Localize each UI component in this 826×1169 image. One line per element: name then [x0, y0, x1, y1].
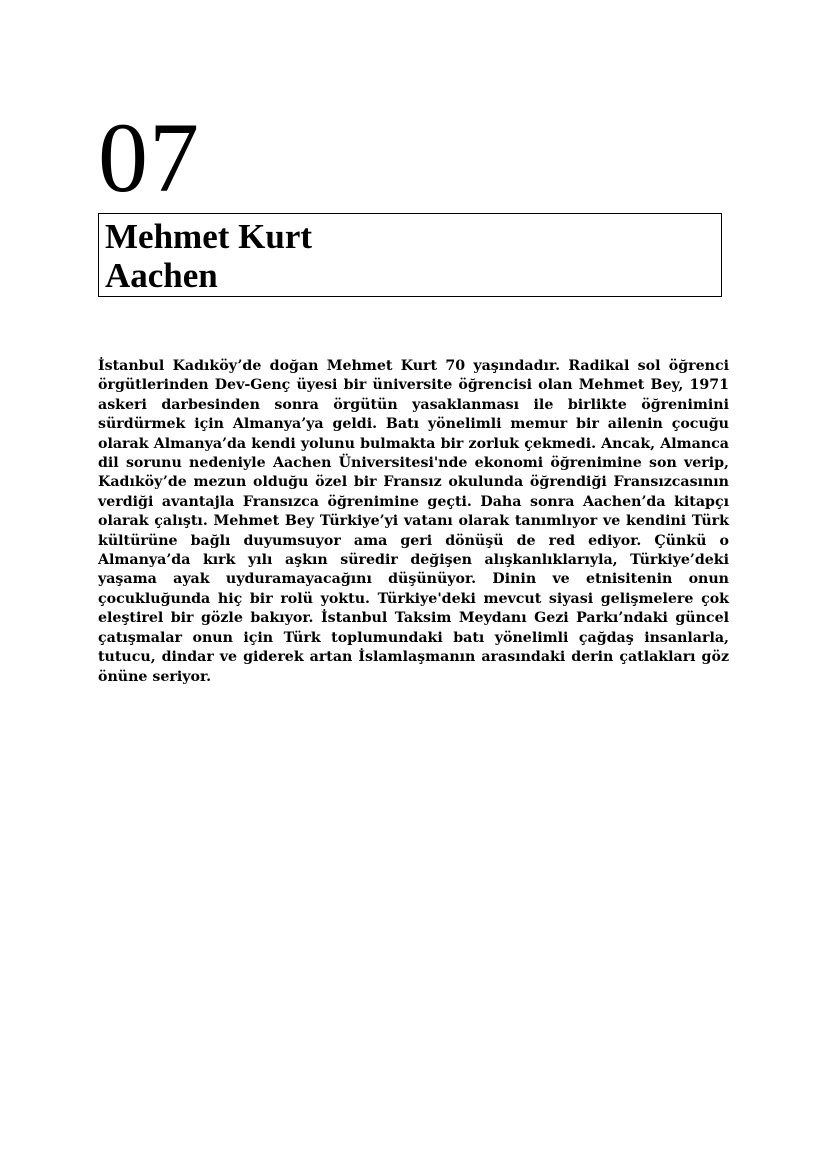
person-name: Mehmet Kurt — [105, 217, 313, 256]
biography-paragraph: İstanbul Kadıköy’de doğan Mehmet Kurt 70 yaşındadır. Radikal sol öğrenci örgütlerinden Dev-Genç üyesi bir üniversite öğrencisi olan Mehmet Bey, 1971 askeri darbesinden sonra örgütün yasaklanması ile birlikte öğrenimini sürdürmek için Almanya’ya geldi. Batı yönelimli memur bir ailenin çocuğu olarak Almanya’da kendi yolunu bulmakta bir zorluk çekmedi. Ancak, Almanca dil sorunu nedeniyle Aachen Üniversitesi'nde ekonomi öğrenimine son verip, Kadıköy’de mezun olduğu özel bir Fransız okulunda öğrendiği Fransızcasının verdiği avantajla Fransızca öğrenimine geçti. Daha sonra Aachen’da kitapçı olarak çalıştı. Mehmet Bey Türkiye’yi vatanı olarak tanımlıyor ve kendini Türk kültürüne bağlı duyumsuyor ama geri dönüşü de red ediyor. Çünkü o Almanya’da kırk yılı aşkın süredir değişen alışkanlıklarıyla, Türkiye’deki yaşama ayak uyduramayacağını düşünüyor. Dinin ve etnisitenin onun çocukluğunda hiç bir rolü yoktu. Türkiye'deki mevcut siyasi gelişmelere çok eleştirel bir gözle bakıyor. İstanbul Taksim Meydanı Gezi Parkı’ndaki güncel çatışmalar onun için Türk toplumundaki batı yönelimli çağdaş insanlarla, tutucu, dindar ve giderek artan İslamlaşmanın arasındaki derin çatlakları göz önüne seriyor. — [98, 358, 729, 685]
city-name: Aachen — [105, 256, 218, 295]
title-box — [98, 213, 722, 297]
chapter-number: 07 — [98, 102, 200, 213]
